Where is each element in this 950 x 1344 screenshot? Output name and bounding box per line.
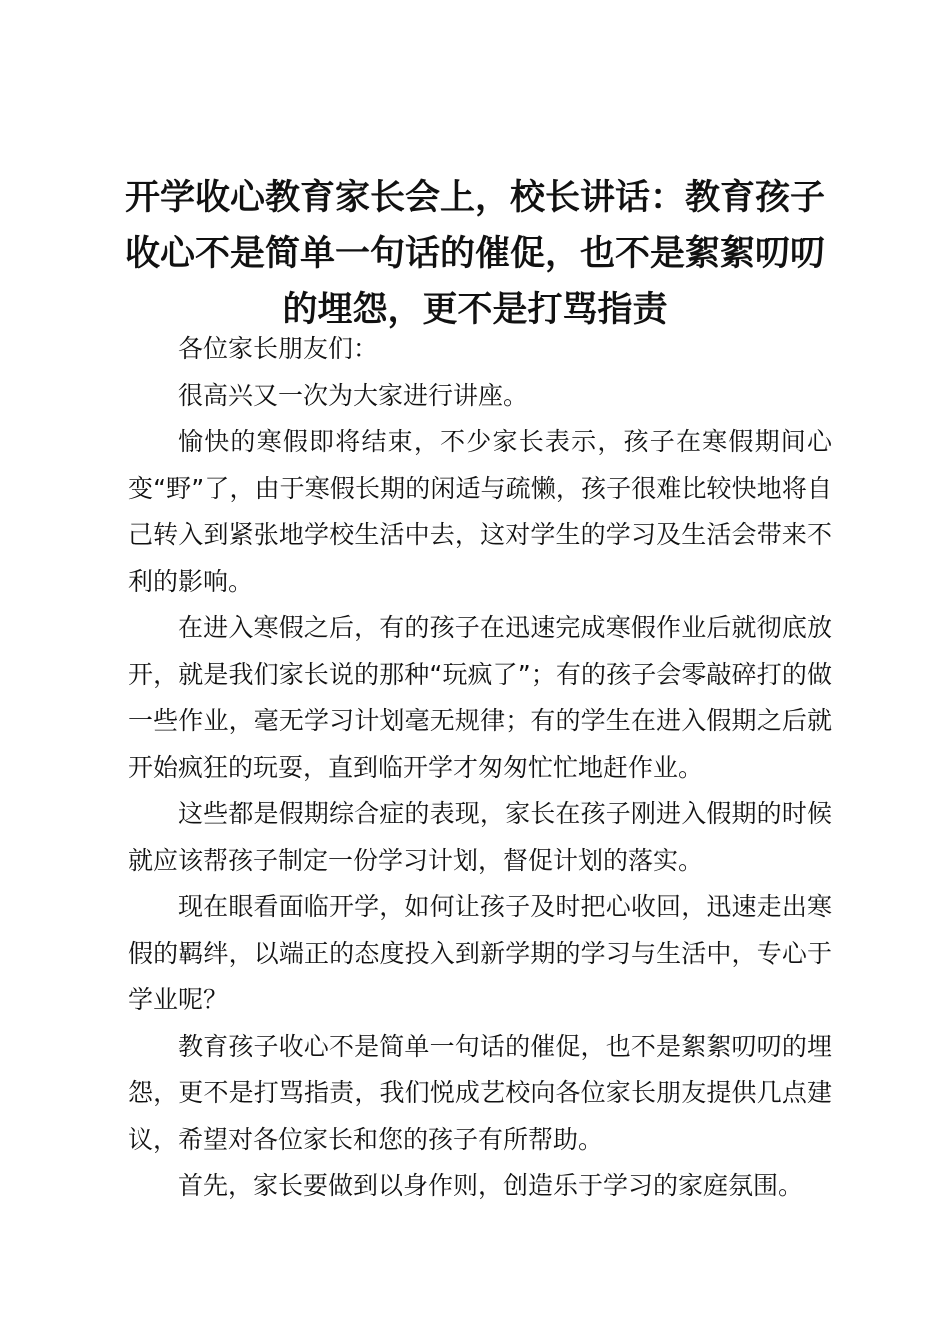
paragraph-opening: 很高兴又一次为大家进行讲座。 — [178, 380, 529, 410]
paragraph-greeting: 各位家长朋友们： — [178, 334, 379, 363]
document-body — [128, 326, 832, 1210]
paragraph: 现在眼看面临开学，如何让孩子及时把心收回，迅速走出寒假的羁绊，以端正的态度投入到新学期的学习与生活中，专心于学业呢？ — [128, 892, 832, 1014]
paragraph: 教育孩子收心不是简单一句话的催促，也不是絮絮叨叨的埋怨，更不是打骂指责，我们悦成艺校向各位家长朋友提供几点建议，希望对各位家长和您的孩子有所帮助。 — [128, 1031, 832, 1154]
paragraph: 这些都是假期综合症的表现，家长在孩子刚进入假期的时候就应该帮孩子制定一份学习计划，督促计划的落实。 — [128, 799, 832, 875]
paragraph: 在进入寒假之后，有的孩子在迅速完成寒假作业后就彻底放开，就是我们家长说的那种“玩疯了”；有的孩子会零敲碎打的做一些作业，毫无学习计划毫无规律；有的学生在进入假期之后就开始疯狂的玩耍，直到临开学才匆匆忙忙地赶作业。 — [128, 613, 832, 782]
document-title: 开学收心教育家长会上，校长讲话：教育孩子收心不是简单一句话的催促，也不是絮絮叨叨的埋怨，更不是打骂指责 — [124, 178, 825, 330]
paragraph: 首先，家长要做到以身作则，创造乐于学习的家庭氛围。 — [178, 1171, 804, 1200]
paragraph: 愉快的寒假即将结束，不少家长表示，孩子在寒假期间心变“野”了，由于寒假长期的闲适与疏懒，孩子很难比较快地将自己转入到紧张地学校生活中去，这对学生的学习及生活会带来不利的影响。 — [128, 427, 832, 596]
